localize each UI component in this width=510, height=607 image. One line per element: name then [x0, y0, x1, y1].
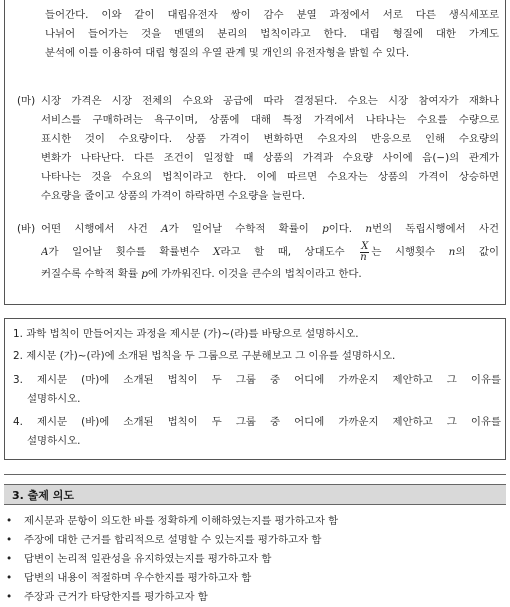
bullet-icon: •	[6, 515, 13, 527]
bullet-list	[4, 512, 504, 607]
bullet-icon: •	[6, 591, 13, 603]
section-header	[4, 484, 506, 505]
passage-marker: (바)	[17, 223, 36, 235]
passage-intro	[45, 6, 499, 63]
question-item	[13, 347, 501, 366]
question-text: 1. 과학 법칙이 만들어지는 과정을 제시문 (가)~(라)를 바탕으로 설명하시오.	[13, 328, 359, 340]
bullet-icon: •	[6, 534, 13, 546]
list-item: • 제시문과 문항이 의도한 바를 정확하게 이해하였는지를 평가하고자 함	[4, 512, 504, 531]
questions-box	[4, 318, 506, 460]
passage-ba	[17, 220, 499, 284]
text-line: 분석에 이를 이용하여 대립 형질의 우열 관계 및 개인의 유전자형을 밝힐 수 있다.	[45, 47, 410, 59]
text-line: 변화가 나타난다. 다른 조건이 일정할 때 상품의 가격과 수요량 사이에 음(−)의 관계가	[41, 152, 499, 164]
passage-marker: (마)	[17, 95, 36, 107]
question-text: 설명하시오.	[27, 435, 81, 447]
passage-box	[4, 0, 506, 305]
question-item	[13, 413, 501, 451]
text-line: 커질수록 수학적 확률 p에 가까워진다. 이것을 큰수의 법칙이라고 한다.	[41, 268, 362, 280]
bullet-icon: •	[6, 553, 13, 565]
text-line: 나뉘어 들어가는 것을 멘델의 분리의 법칙이라고 한다. 대립 형질에 대한 가계도	[45, 28, 499, 40]
divider	[4, 474, 506, 475]
text-line: A가 일어날 횟수를 확률변수 X라고 할 때, 상대도수 $\frac{X}{n}$ 는 시행횟수 n의 값이	[41, 240, 499, 263]
question-text: 3. 제시문 (마)에 소개된 법칙이 두 그룹 중 어디에 가까운지 제안하고 그 이유를	[13, 374, 501, 386]
list-item: • 답변의 내용이 적절하며 우수한지를 평가하고자 함	[4, 569, 504, 588]
section-title: 3. 출제 의도	[12, 489, 74, 502]
relative-frequency-fraction: $\frac{X}{n}$	[360, 240, 369, 263]
text-line: 수요량을 줄이고 상품의 가격이 하락하면 수요량을 늘린다.	[41, 190, 306, 202]
list-item: • 주장과 근거가 타당한지를 평가하고자 함	[4, 588, 504, 607]
text-line: 표시한 것이 수요량이다. 상품 가격이 변화하면 수요자의 반응으로 인해 수요량의	[41, 133, 499, 145]
text-line: 들어간다. 이와 같이 대립유전자 쌍이 감수 분열 과정에서 서로 다른 생식세포로	[45, 9, 499, 21]
question-text: 설명하시오.	[27, 393, 81, 405]
passage-ma	[17, 92, 499, 206]
list-item: • 주장에 대한 근거를 합리적으로 설명할 수 있는지를 평가하고자 함	[4, 531, 504, 550]
text-line: 어떤 시행에서 사건 A가 일어날 수학적 확률이 p이다. n번의 독립시행에서 사건	[41, 223, 499, 235]
text-line: 나타나는 것을 수요의 법칙이라고 한다. 이에 따르면 수요자는 상품의 가격이 상승하면	[41, 171, 499, 183]
text-line: 서비스를 구매하려는 욕구이며, 상품에 대해 특정 가격에서 나타나는 수요를 수량으로	[41, 114, 499, 126]
bullet-icon: •	[6, 572, 13, 584]
question-item	[13, 325, 501, 344]
text-line: 시장 가격은 시장 전체의 수요와 공급에 따라 결정된다. 수요는 시장 참여자가 재화나	[41, 95, 499, 107]
question-text: 4. 제시문 (바)에 소개된 법칙이 두 그룹 중 어디에 가까운지 제안하고 그 이유를	[13, 416, 501, 428]
list-item: • 답변이 논리적 일관성을 유지하였는지를 평가하고자 함	[4, 550, 504, 569]
question-text: 2. 제시문 (가)~(라)에 소개된 법칙을 두 그룹으로 구분해보고 그 이유를 설명하시오.	[13, 350, 396, 362]
question-item	[13, 371, 501, 409]
